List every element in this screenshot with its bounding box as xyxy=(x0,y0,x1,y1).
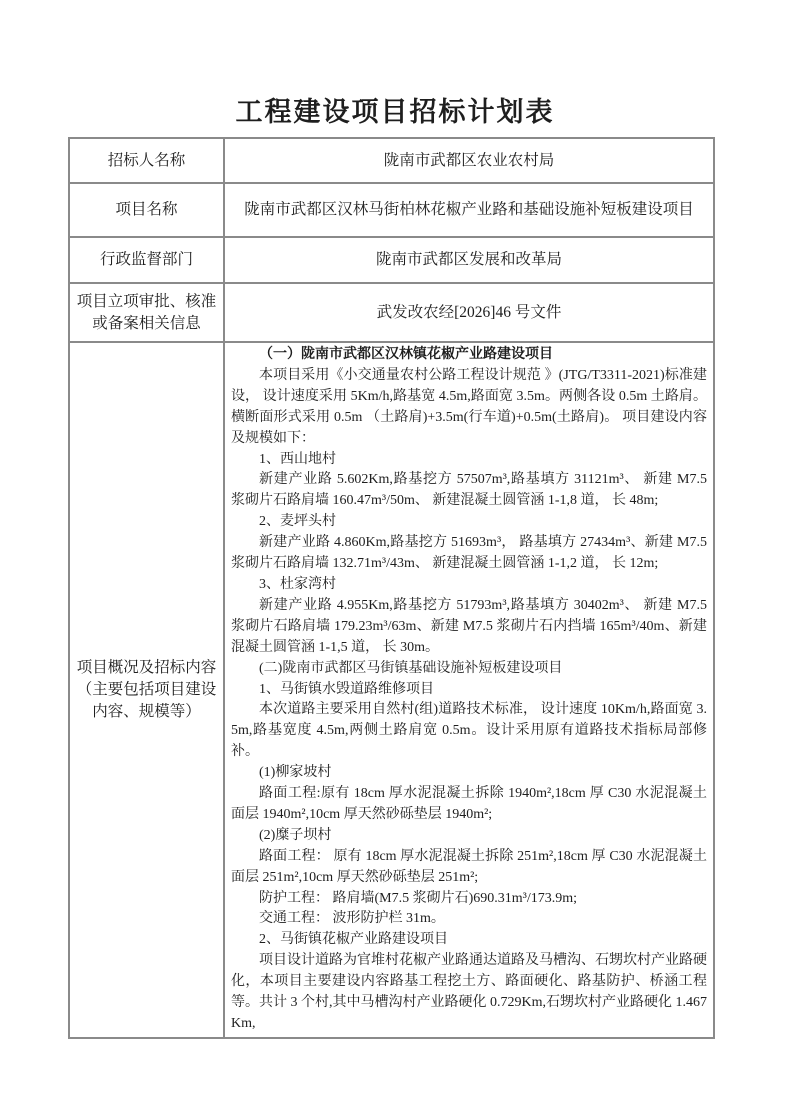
overview-paragraph: 2、麦坪头村 xyxy=(259,514,336,530)
overview-paragraph: （一）陇南市武都区汉林镇花椒产业路建设项目 xyxy=(259,347,553,362)
overview-paragraph: 本项目采用《小交通量农村公路工程设计规范 》(JTG/T3311-2021)标准建设， 设计速度采用 5Km/h,路基宽 4.5m,路面宽 3.5m。两侧各设 0.5m 土路肩。横断面形式采用 0.5m （土路肩)+3.5m(行车道)+0.5m(土路肩)。 项目建设内容及规模如下： xyxy=(231,367,707,446)
supervision-dept-value: 陇南市武都区发展和改革局 xyxy=(224,237,714,283)
approval-info-value: 武发改农经[2026]46 号文件 xyxy=(224,283,714,342)
overview-paragraph: (1)柳家坡村 xyxy=(259,765,332,781)
overview-paragraph: 新建产业路 4.860Km,路基挖方 51693m³， 路基填方 27434m³、新建 M7.5 浆砌片石路肩墙 132.71m³/43m、 新建混凝土圆管涵 1-1,2 道， 长 12m; xyxy=(231,535,707,572)
overview-paragraph: 2、马街镇花椒产业路建设项目 xyxy=(259,932,448,948)
project-name-value: 陇南市武都区汉林马街柏林花椒产业路和基础设施补短板建设项目 xyxy=(224,183,714,237)
project-overview-label: 项目概况及招标内容（主要包括项目建设内容、规模等） xyxy=(69,342,224,1038)
overview-paragraph: 项目设计道路为官堆村花椒产业路通达道路及马槽沟、石甥坎村产业路硬化，本项目主要建设内容路基工程挖土方、路面硬化、路基防护、桥涵工程等。共计 3 个村,其中马槽沟村产业路硬化 0.729Km,石甥坎村产业路硬化 1.467Km, xyxy=(231,953,707,1031)
overview-paragraph: 新建产业路 4.955Km,路基挖方 51793m³,路基填方 30402m³、 新建 M7.5 浆砌片石路肩墙 179.23m³/63m、新建 M7.5 浆砌片石内挡墙 165m³/40m、新建混凝土圆管涵 1-1,5 道， 长 30m。 xyxy=(231,597,707,655)
table-row-supervision-dept xyxy=(69,237,714,283)
project-overview-content xyxy=(224,342,714,1038)
overview-paragraph: 3、杜家湾村 xyxy=(259,576,336,592)
table-row-project-name xyxy=(69,183,714,237)
overview-paragraph: 路面工程： 原有 18cm 厚水泥混凝土拆除 251m²,18cm 厚 C30 水泥混凝土面层 251m²,10cm 厚天然砂砾垫层 251m²; xyxy=(231,848,707,885)
tenderee-name-label: 招标人名称 xyxy=(69,138,224,183)
overview-paragraph: (2)糜子坝村 xyxy=(259,827,332,843)
overview-paragraph: (二)陇南市武都区马街镇基础设施补短板建设项目 xyxy=(259,660,563,676)
page-title: 工程建设项目招标计划表 xyxy=(235,97,555,127)
table-row-tenderee xyxy=(69,138,714,183)
approval-info-label: 项目立项审批、核准或备案相关信息 xyxy=(69,283,224,342)
overview-paragraph: 交通工程： 波形防护栏 31m。 xyxy=(259,911,445,927)
table-row-approval-info xyxy=(69,283,714,342)
overview-paragraph: 本次道路主要采用自然村(组)道路技术标准， 设计速度 10Km/h,路面宽 3.5m,路基宽度 4.5m,两侧土路肩宽 0.5m。设计采用原有道路技术指标局部修补。 xyxy=(231,702,707,760)
overview-paragraph: 1、马街镇水毁道路维修项目 xyxy=(259,681,434,697)
project-name-label: 项目名称 xyxy=(69,183,224,237)
overview-paragraph: 防护工程： 路肩墙(M7.5 浆砌片石)690.31m³/173.9m; xyxy=(259,890,578,906)
overview-paragraph: 新建产业路 5.602Km,路基挖方 57507m³,路基填方 31121m³、 新建 M7.5 浆砌片石路肩墙 160.47m³/50m、 新建混凝土圆管涵 1-1,8 道， 长 48m; xyxy=(231,472,707,509)
bidding-plan-table xyxy=(68,137,715,1039)
supervision-dept-label: 行政监督部门 xyxy=(69,237,224,283)
overview-paragraph: 1、西山地村 xyxy=(259,451,336,467)
table-row-project-overview xyxy=(69,342,714,1038)
overview-paragraph: 路面工程:原有 18cm 厚水泥混凝土拆除 1940m²,18cm 厚 C30 水泥混凝土面层 1940m²,10cm 厚天然砂砾垫层 1940m²; xyxy=(231,786,707,822)
tenderee-name-value: 陇南市武都区农业农村局 xyxy=(224,138,714,183)
